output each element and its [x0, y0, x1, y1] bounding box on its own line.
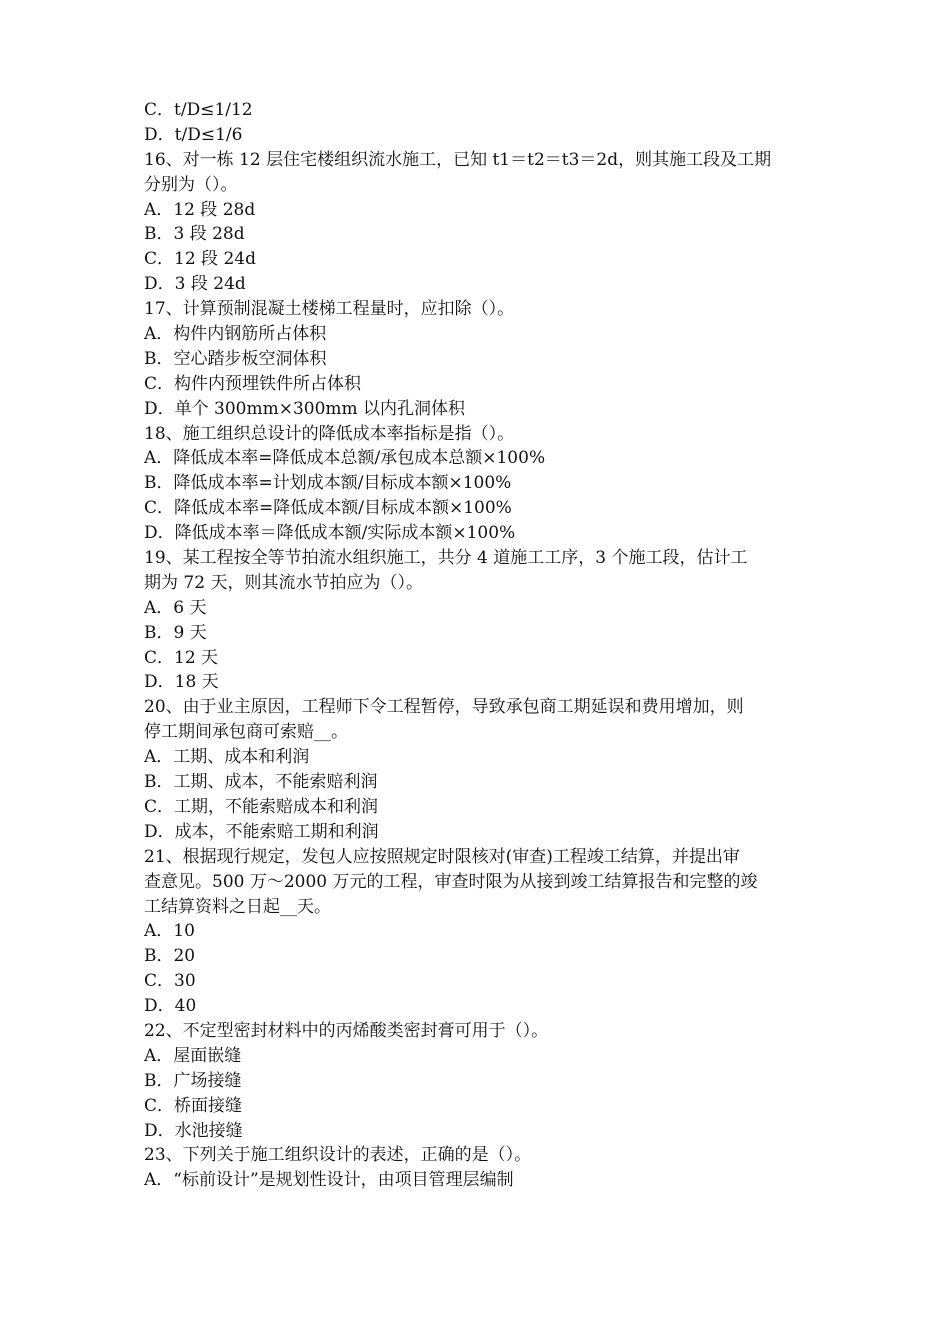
question-19-text-cont: 期为 72 天，则其流水节拍应为（）。	[144, 572, 423, 593]
question-23-text: 23、下列关于施工组织设计的表述，正确的是（）。	[144, 1145, 532, 1166]
question-18-text: 18、施工组织总设计的降低成本率指标是指（）。	[144, 423, 515, 444]
question-21-text-cont: 查意见。500 万～2000 万元的工程，审查时限为从接到竣工结算报告和完整的竣	[144, 871, 758, 892]
document-page	[144, 98, 820, 1193]
question-17-text: 17、计算预制混凝土楼梯工程量时，应扣除（）。	[144, 299, 515, 320]
option-line: C．12 段 24d	[144, 249, 256, 270]
option-line: D．t/D≤1/6	[144, 124, 243, 145]
option-line: C．构件内预埋铁件所占体积	[144, 373, 362, 394]
option-line: A．构件内钢筋所占体积	[144, 324, 327, 345]
option-line: A．12 段 28d	[144, 199, 256, 220]
question-20-text-cont: 停工期间承包商可索赔__。	[144, 722, 348, 743]
option-line: D．40	[144, 996, 197, 1017]
option-line: D．成本，不能索赔工期和利润	[144, 821, 379, 842]
option-line: A．工期、成本和利润	[144, 747, 310, 768]
option-line: C．工期，不能索赔成本和利润	[144, 796, 379, 817]
option-line: D．18 天	[144, 672, 219, 693]
option-line: C．12 天	[144, 647, 219, 668]
option-line: D．降低成本率＝降低成本额/实际成本额×100%	[144, 523, 516, 544]
option-line: B．广场接缝	[144, 1070, 242, 1091]
option-line: B．9 天	[144, 622, 207, 643]
option-line: B．降低成本率=计划成本额/目标成本额×100%	[144, 473, 512, 494]
question-22-text: 22、不定型密封材料中的丙烯酸类密封膏可用于（）。	[144, 1020, 549, 1041]
question-19-text: 19、某工程按全等节拍流水组织施工，共分 4 道施工工序，3 个施工段，估计工	[144, 548, 748, 569]
question-16-text-cont: 分别为（）。	[144, 174, 238, 195]
question-16-text: 16、对一栋 12 层住宅楼组织流水施工，已知 t1＝t2＝t3＝2d，则其施工段及工期	[144, 149, 772, 170]
option-line: D．单个 300mm×300mm 以内孔洞体积	[144, 398, 466, 419]
option-line: C．桥面接缝	[144, 1095, 243, 1116]
option-line: B．20	[144, 946, 196, 967]
option-line: A．10	[144, 921, 195, 942]
question-21-text: 21、根据现行规定，发包人应按照规定时限核对(审查)工程竣工结算，并提出审	[144, 846, 740, 867]
option-line: A．6 天	[144, 597, 207, 618]
option-line: A．屋面嵌缝	[144, 1045, 242, 1066]
option-line: C．30	[144, 971, 196, 992]
option-line: A．降低成本率=降低成本总额/承包成本总额×100%	[144, 448, 546, 469]
option-line: D．3 段 24d	[144, 274, 246, 295]
option-line: B．工期、成本，不能索赔利润	[144, 772, 378, 793]
option-line: C．t/D≤1/12	[144, 100, 253, 120]
option-line: C．降低成本率=降低成本额/目标成本额×100%	[144, 498, 512, 519]
option-line: B．空心踏步板空洞体积	[144, 348, 327, 369]
question-21-text-cont: 工结算资料之日起__天。	[144, 896, 331, 917]
question-20-text: 20、由于业主原因，工程师下令工程暂停，导致承包商工期延误和费用增加，则	[144, 697, 744, 718]
option-line: D．水池接缝	[144, 1120, 243, 1141]
option-line: A．“标前设计”是规划性设计，由项目管理层编制	[144, 1170, 514, 1191]
option-line: B．3 段 28d	[144, 224, 245, 245]
